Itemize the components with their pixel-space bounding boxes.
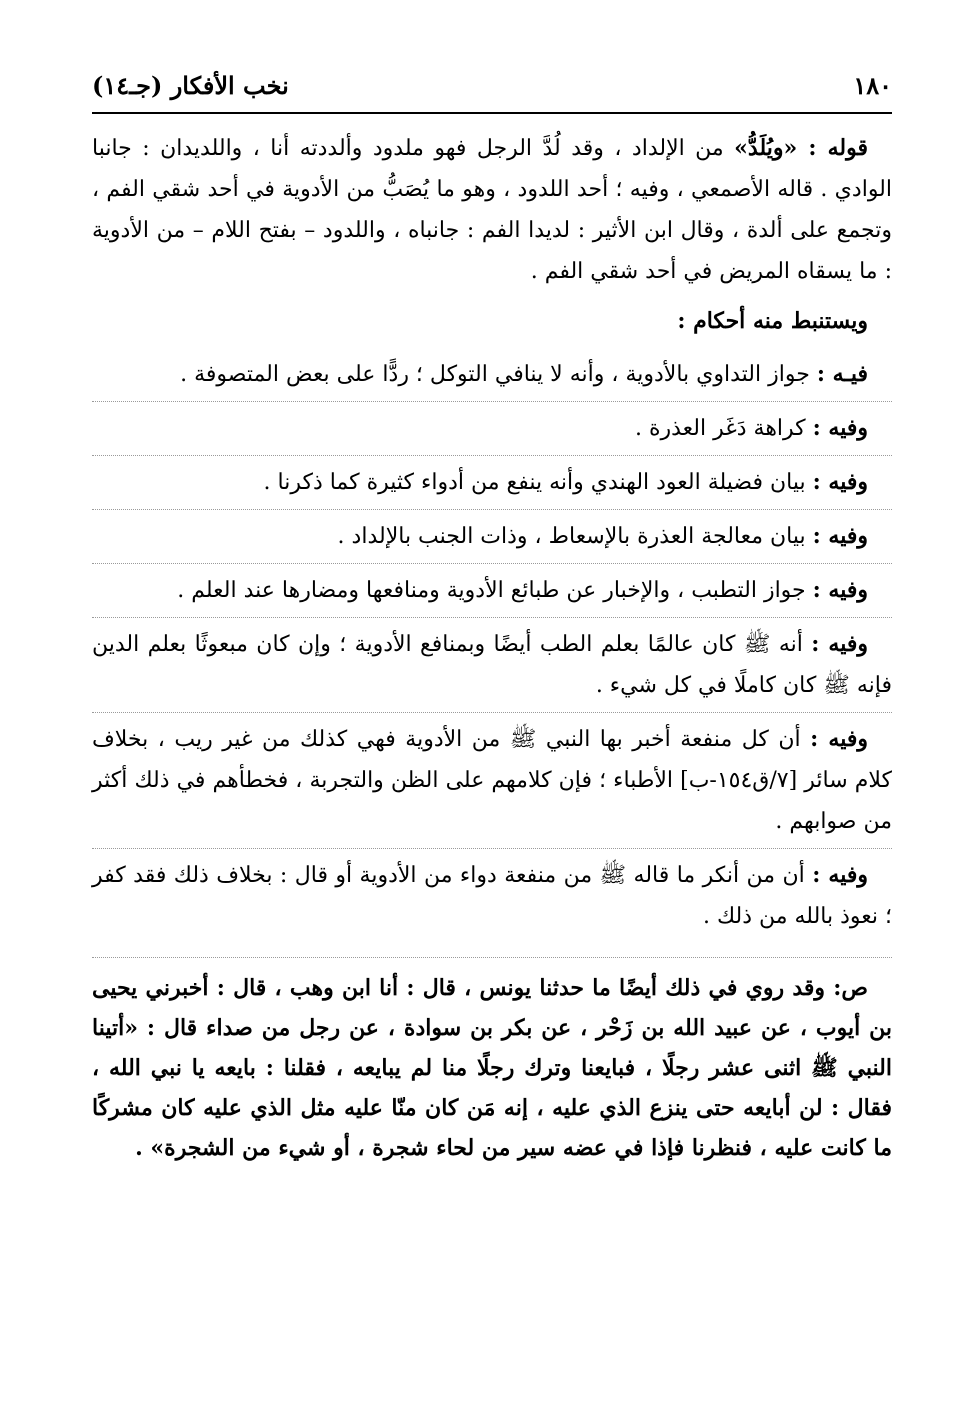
intro-lead: قوله : «ويُلَدُّ» [734,135,868,161]
ruling-label: وفيه : [812,415,868,441]
ruling-item [92,401,892,455]
document-page [92,60,892,1360]
ruling-label: وفيه : [812,577,868,603]
ruling-text: بيان فضيلة العود الهندي وأنه ينفع من أدواء كثيرة كما ذكرنا . [263,470,813,495]
rulings-list [92,348,892,943]
ruling-label: وفيه : [812,862,869,888]
book-title: نخب الأفكار (جـ١٤) [92,70,289,100]
ruling-label: وفيه : [811,631,868,657]
ruling-text: بيان معالجة العذرة بالإسعاط ، وذات الجنب بالإلداد . [337,524,813,549]
ruling-item [92,712,892,848]
page-number: ١٨٠ [853,70,892,100]
intro-paragraph [92,128,892,292]
ruling-item [92,348,892,401]
ruling-item [92,617,892,712]
ruling-label: فيـه : [816,361,868,387]
ruling-label: وفيه : [810,726,869,752]
ruling-text: أنه ﷺ كان عالمًا بعلم الطب أيضًا وبمنافع الأدوية ؛ وإن كان مبعوثًا بعلم الدين فإنه ﷺ كان كاملًا في كل شيء . [92,632,892,698]
ruling-text: جواز التداوي بالأدوية ، وأنه لا ينافي التوكل ؛ ردًّا على بعض المتصوفة . [180,362,817,387]
page-header [92,60,892,110]
ruling-text: أن من أنكر ما قاله ﷺ من منفعة دواء من الأدوية أو قال : بخلاف ذلك فقد كفر ؛ نعوذ بالله من ذلك . [92,863,892,929]
ruling-text: كراهة دَغَر العذرة . [634,416,813,441]
header-rule [92,112,892,114]
ruling-text: جواز التطبب ، والإخبار عن طبائع الأدوية ومنافعها ومضارها عند العلم . [177,578,813,603]
hadith-paragraph: ص: وقد روي في ذلك أيضًا ما حدثنا يونس ، قال : أنا ابن وهب ، قال : أخبرني يحيى بن أيوب ، عن عبيد الله بن زَحْر ، عن بكر بن سوادة ، عن رجل من صداء قال : «أتينا النبي ﷺ اثنى عشر رجلًا ، فبايعنا وترك رجلًا منا لم يبايعه ، فقلنا : بايعه يا نبي الله ، فقال : لن أبايعه حتى ينزع الذي عليه ، إنه مَن كان منّا عليه مثل الذي عليه كان مشركًا ما كانت عليه ، فنظرنا فإذا في عضه سير من لحاء شجرة ، أو شيء من الشجرة» . [92,957,892,1168]
ruling-text: أن كل منفعة أخبر بها النبي ﷺ من الأدوية فهي كذلك من غير ريب ، بخلاف كلام سائر [٧/ق١٥٤-ب] الأطباء ؛ فإن كلامهم على الظن والتجربة ، فخطأهم في ذلك أكثر من صوابهم . [92,727,892,834]
ruling-item [92,509,892,563]
ruling-item [92,848,892,943]
rulings-heading: ويستنبط منه أحكام : [677,308,868,334]
ruling-label: وفيه : [812,523,868,549]
ruling-label: وفيه : [812,469,868,495]
ruling-item [92,455,892,509]
ruling-item [92,563,892,617]
intro-text: من الإلداد ، وقد لُدَّ الرجل فهو ملدود وألددته أنا ، واللديدان : جانبا الوادي . قاله الأصمعي ، وفيه ؛ أحد اللدود ، وهو ما يُصَبُّ من الأدوية في أحد شقي الفم ، وتجمع على ألدة ، وقال ابن الأثير : لديدا الفم : جانباه ، واللدود – بفتح اللام – من الأدوية : ما يسقاه المريض في أحد شقي الفم . [92,136,892,284]
